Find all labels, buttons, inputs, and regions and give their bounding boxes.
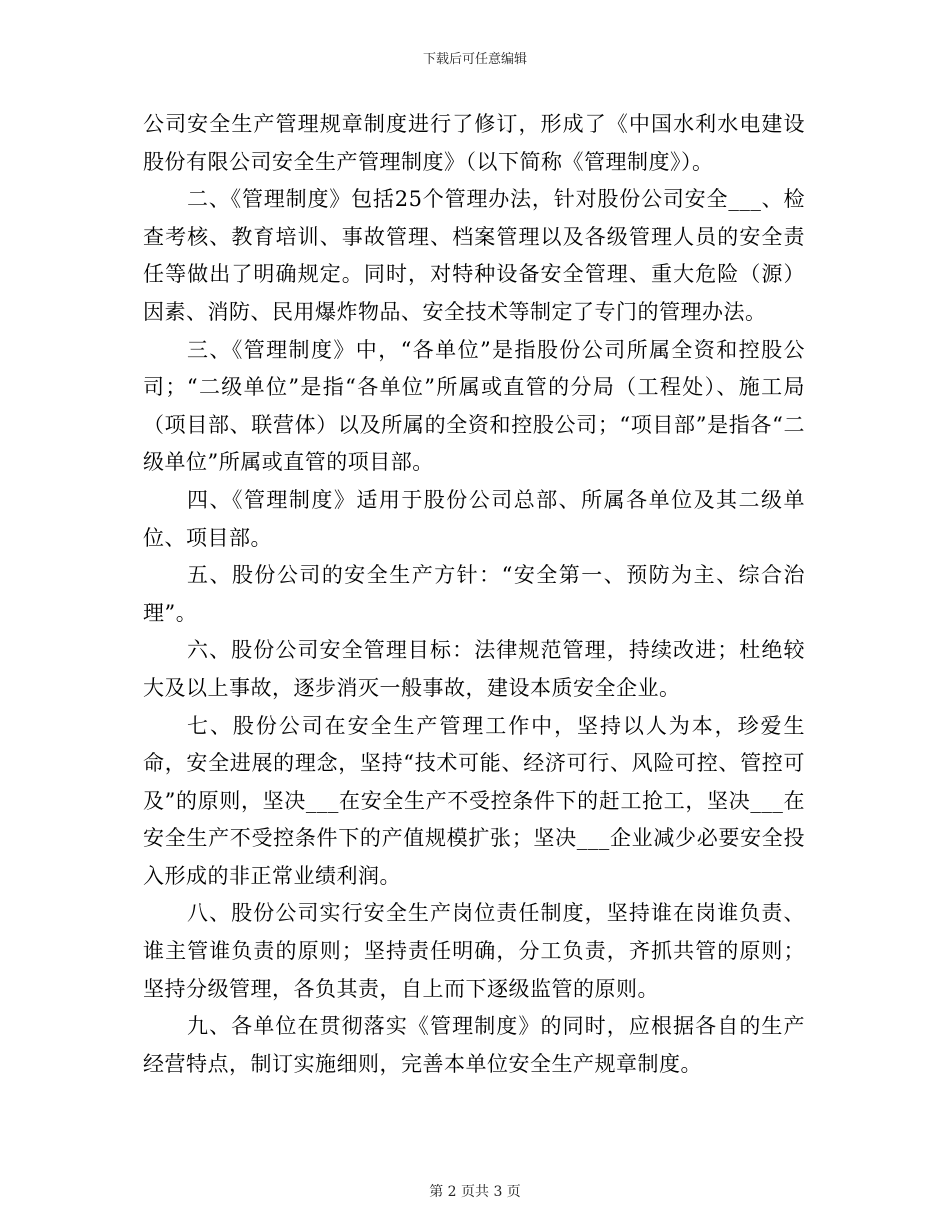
page-header: 下载后可任意编辑: [422, 52, 527, 67]
paragraph-item-9: 九、各单位在贯彻落实《管理制度》的同时，应根据各自的生产经营特点，制订实施细则，完善本单位安全生产规章制度。: [143, 1014, 805, 1076]
paragraph-item-2: 二、《管理制度》包括25个管理办法，针对股份公司安全___、检查考核、教育培训、事故管理、档案管理以及各级管理人员的安全责任等做出了明确规定。同时，对特种设备安全管理、重大危险（源）因素、消防、民用爆炸物品、安全技术等制定了专门的管理办法。: [143, 187, 805, 324]
document-body: [143, 106, 805, 1083]
paragraph-item-6: 六、股份公司安全管理目标：法律规范管理，持续改进；杜绝较大及以上事故，逐步消灭一般事故，建设本质安全企业。: [143, 638, 805, 700]
paragraph-continuation: 公司安全生产管理规章制度进行了修订，形成了《中国水利水电建设股份有限公司安全生产管理制度》（以下简称《管理制度》）。: [143, 112, 805, 174]
page-footer: 第 2 页共 3 页: [429, 1184, 521, 1200]
paragraph-item-7: 七、股份公司在安全生产管理工作中，坚持以人为本，珍爱生命，安全进展的理念，坚持“技术可能、经济可行、风险可控、管控可及”的原则，坚决___在安全生产不受控条件下的赶工抢工，坚决___在安全生产不受控条件下的产值规模扩张；坚决___企业减少必要安全投入形成的非正常业绩利润。: [143, 713, 805, 888]
paragraph-item-4: 四、《管理制度》适用于股份公司总部、所属各单位及其二级单位、项目部。: [143, 487, 805, 550]
paragraph-item-3: 三、《管理制度》中，“各单位”是指股份公司所属全资和控股公司；“二级单位”是指“各单位”所属或直管的分局（工程处）、施工局（项目部、联营体）以及所属的全资和控股公司；“项目部”是指各“二级单位”所属或直管的项目部。: [143, 337, 805, 475]
paragraph-item-5: 五、股份公司的安全生产方针：“安全第一、预防为主、综合治理”。: [143, 563, 805, 625]
paragraph-item-8: 八、股份公司实行安全生产岗位责任制度，坚持谁在岗谁负责、谁主管谁负责的原则；坚持责任明确，分工负责，齐抓共管的原则；坚持分级管理，各负其责，自上而下逐级监管的原则。: [143, 901, 805, 1001]
